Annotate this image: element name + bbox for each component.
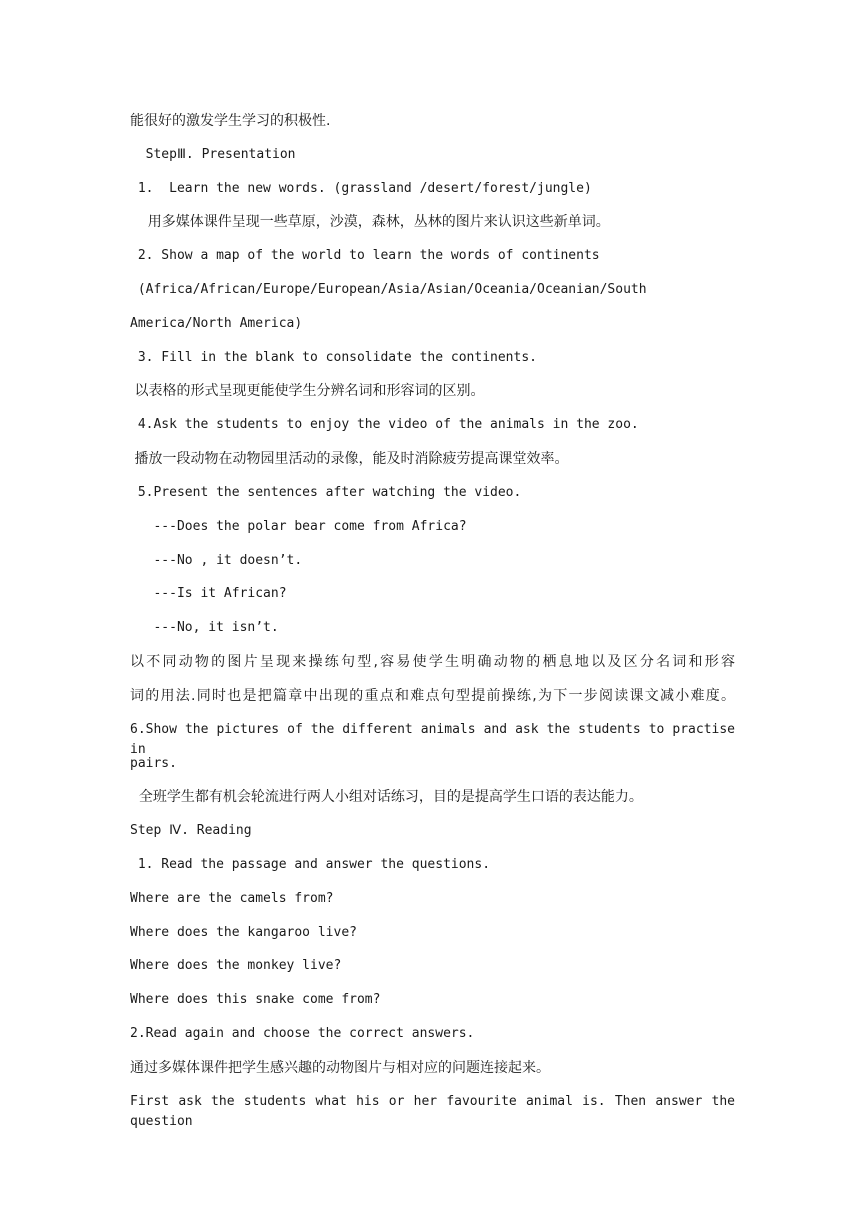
text-line: 1. Learn the new words. (grassland /desert/forest/jungle) — [130, 181, 592, 196]
text-line: First ask the students what his or her favourite animal is. Then answer the question — [130, 1094, 735, 1129]
question-line: Where does the kangaroo live? — [130, 925, 357, 940]
text-line: 以不同动物的图片呈现来操练句型,容易使学生明确动物的栖息地以及区分名词和形容 — [130, 654, 735, 670]
text-line: 播放一段动物在动物园里活动的录像，能及时消除疲劳提高课堂效率。 — [130, 451, 569, 467]
text-line: 能很好的激发学生学习的积极性. — [130, 113, 331, 129]
section-heading-presentation: StepⅢ. Presentation — [130, 147, 296, 162]
text-line: America/North America) — [130, 316, 303, 331]
question-line: Where does the monkey live? — [130, 958, 342, 973]
text-line: 用多媒体课件呈现一些草原，沙漠，森林，丛林的图片来认识这些新单词。 — [130, 214, 610, 230]
section-heading-reading: Step Ⅳ. Reading — [130, 823, 252, 838]
text-line: (Africa/African/Europe/European/Asia/Asian/Oceania/Oceanian/South — [130, 282, 647, 297]
text-line: pairs. — [130, 756, 177, 771]
dialogue-line: ---Is it African? — [130, 586, 287, 601]
question-line: Where are the camels from? — [130, 891, 334, 906]
text-line: 2.Read again and choose the correct answers. — [130, 1026, 475, 1041]
dialogue-line: ---Does the polar bear come from Africa? — [130, 519, 467, 534]
text-line: 5.Present the sentences after watching the video. — [130, 485, 522, 500]
text-line: 3. Fill in the blank to consolidate the continents. — [130, 350, 537, 365]
text-line: 6.Show the pictures of the different animals and ask the students to practise in — [130, 722, 735, 757]
text-line: 1. Read the passage and answer the questions. — [130, 857, 491, 872]
dialogue-line: ---No, it isn’t. — [130, 620, 279, 635]
text-line: 以表格的形式呈现更能使学生分辨名词和形容词的区别。 — [130, 383, 485, 399]
question-line: Where does this snake come from? — [130, 992, 381, 1007]
text-line: 4.Ask the students to enjoy the video of the animals in the zoo. — [130, 417, 639, 432]
text-line: 2. Show a map of the world to learn the words of continents — [130, 248, 600, 263]
text-line: 全班学生都有机会轮流进行两人小组对话练习，目的是提高学生口语的表达能力。 — [130, 789, 643, 805]
dialogue-line: ---No , it doesn’t. — [130, 553, 303, 568]
text-line: 通过多媒体课件把学生感兴趣的动物图片与相对应的问题连接起来。 — [130, 1060, 550, 1076]
text-line: 词的用法.同时也是把篇章中出现的重点和难点句型提前操练,为下一步阅读课文减小难度。 — [130, 688, 735, 704]
